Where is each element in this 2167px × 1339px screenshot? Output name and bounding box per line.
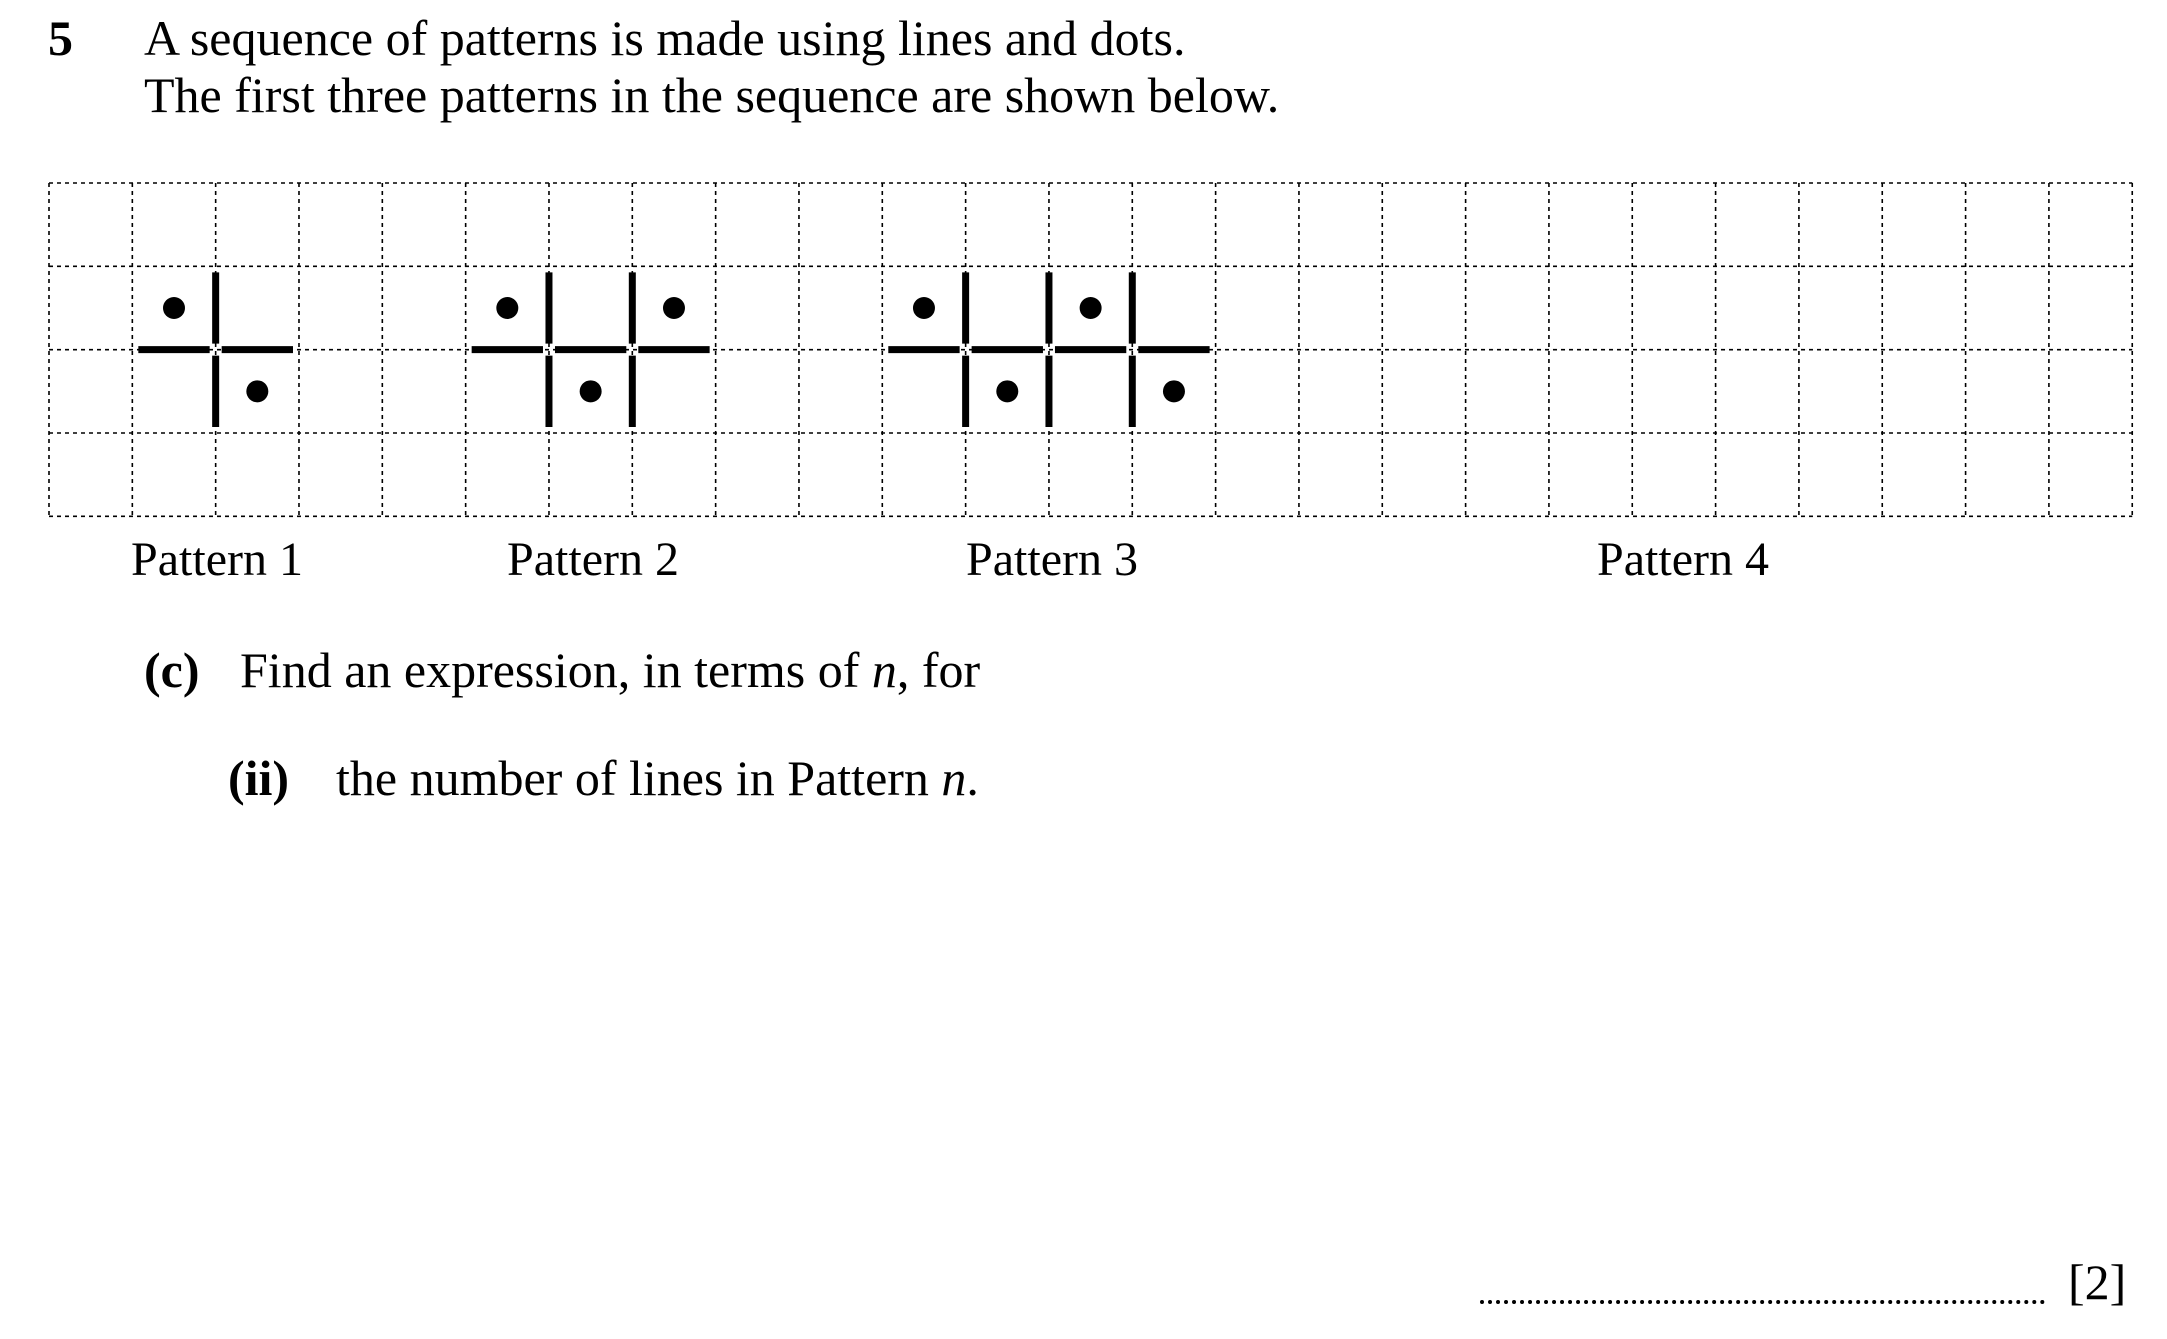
pattern-2-label: Pattern 2: [507, 533, 679, 586]
part-c-ii-text: [336, 748, 979, 808]
pattern-dot: [496, 297, 518, 319]
question-number: 5: [48, 10, 73, 66]
pattern-dot: [913, 297, 935, 319]
pattern-dot: [246, 380, 268, 402]
answer-line[interactable]: [1480, 1260, 2045, 1304]
part-c-ii-text-after: .: [966, 750, 979, 806]
part-c-text-before: Find an expression, in terms of: [240, 642, 872, 698]
pattern-1-label: Pattern 1: [131, 533, 303, 586]
pattern-4-label: Pattern 4: [1597, 533, 1769, 586]
part-c-ii-variable: n: [941, 750, 967, 806]
pattern-3-label: Pattern 3: [966, 533, 1138, 586]
part-c-label: (c): [144, 642, 200, 698]
pattern-dot: [1080, 297, 1102, 319]
pattern-grid: [0, 0, 2167, 540]
pattern-dot: [663, 297, 685, 319]
question-intro-line-1: A sequence of patterns is made using lines and dots.: [144, 10, 1186, 66]
marks-allocation: [2]: [2068, 1254, 2127, 1310]
part-c-text-after: , for: [896, 642, 981, 698]
pattern-dot: [580, 380, 602, 402]
pattern-dot: [163, 297, 185, 319]
part-c-ii-label: (ii): [228, 750, 290, 806]
pattern-dot: [1163, 380, 1185, 402]
part-c-ii-text-before: the number of lines in Pattern: [336, 750, 942, 806]
question-intro-line-2: The first three patterns in the sequence are shown below.: [144, 67, 1280, 123]
part-c-text: [240, 640, 980, 700]
part-c-variable: n: [871, 642, 897, 698]
pattern-dot: [996, 380, 1018, 402]
